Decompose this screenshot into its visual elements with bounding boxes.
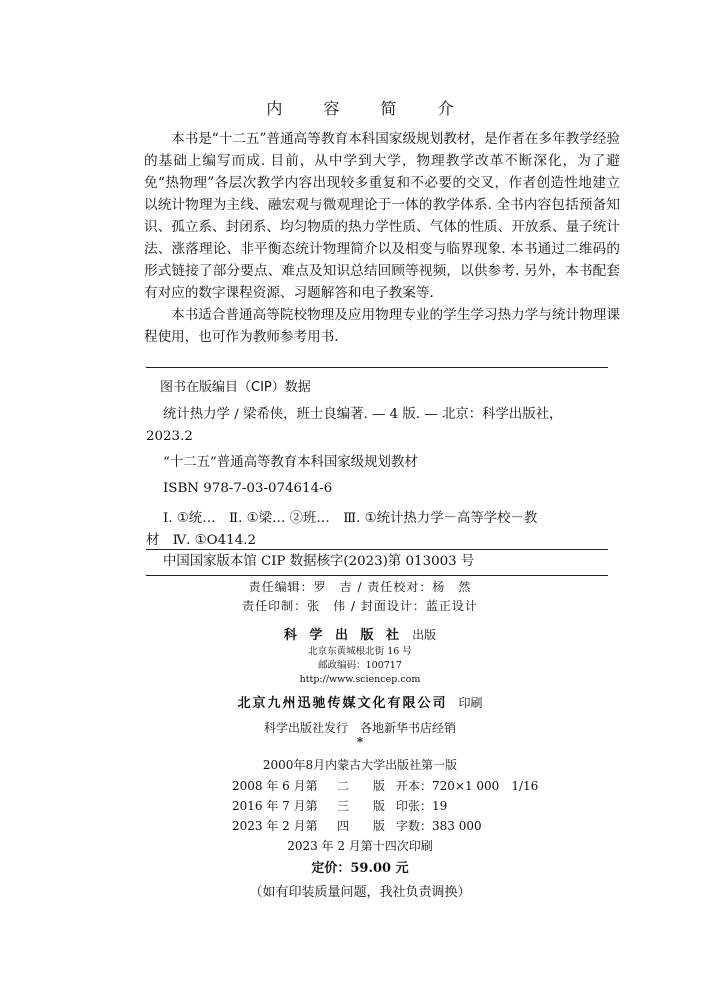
edition-number: 三 xyxy=(336,799,349,813)
cip-title: 图书在版编目（CIP）数据 xyxy=(160,380,311,395)
edition-number: 二 xyxy=(336,779,349,793)
printer-suffix: 印刷 xyxy=(458,696,483,710)
publisher-name: 科 学 出 版 社 xyxy=(283,628,403,643)
quality-notice: （如有印装质量问题，我社负责调换） xyxy=(249,885,471,900)
cip-line: 材 Ⅳ. ①O414.2 xyxy=(146,533,256,548)
credits xyxy=(0,578,720,616)
edition-info: 印张：19 xyxy=(396,799,448,813)
credits-line: 责任编辑：罗 吉 / 责任校对：杨 然 xyxy=(248,580,472,594)
cip-line: 统计热力学 / 梁希侠，班士良编著. — 4 版. — 北京：科学出版社， xyxy=(163,407,563,422)
separator-star: * xyxy=(356,735,364,749)
intro-paragraph: 本书适合普通高等院校物理及应用物理专业的学生学习热力学与统计物理课程使用，也可作为教师参考用书. xyxy=(144,307,620,345)
edition-table xyxy=(232,776,538,836)
edition-number: 四 xyxy=(336,819,349,833)
cip-line: ISBN 978-7-03-074614-6 xyxy=(163,481,333,496)
cip-line: Ⅰ. ①统… Ⅱ. ①梁… ②班… Ⅲ. ①统计热力学－高等学校－教 xyxy=(163,511,538,526)
cip-top-rule xyxy=(146,367,608,368)
publisher-address: 北京东黄城根北街 16 号 xyxy=(308,646,412,657)
publisher-info xyxy=(0,645,720,687)
distribution: 科学出版社发行 各地新华书店经销 xyxy=(263,721,456,735)
printer-line xyxy=(0,692,720,711)
edition-row xyxy=(232,796,538,816)
edition-row xyxy=(232,816,538,836)
publisher-suffix: 出版 xyxy=(412,628,437,642)
page-title: 内 容 简 介 xyxy=(266,99,472,118)
publisher-postcode: 邮政编码：100717 xyxy=(318,660,402,671)
edition-unit: 版 xyxy=(372,819,385,833)
edition-date: 2023 年 2 月第 xyxy=(232,819,318,833)
edition-info: 开本：720×1 000 1/16 xyxy=(396,779,539,793)
edition-date: 2008 年 6 月第 xyxy=(232,779,318,793)
price: 定价：59.00 元 xyxy=(311,861,409,876)
introduction xyxy=(144,128,620,348)
cip-line: 2023.2 xyxy=(146,429,193,444)
credits-line: 责任印制：张 伟 / 封面设计：蓝正设计 xyxy=(242,599,478,613)
cip-line: “十二五”普通高等教育本科国家级规划教材 xyxy=(163,455,418,470)
cip-block xyxy=(146,404,608,552)
printing-info: 2023 年 2 月第十四次印刷 xyxy=(287,839,433,853)
cip-number: 中国国家版本馆 CIP 数据核字(2023)第 013003 号 xyxy=(163,554,475,569)
first-edition: 2000年8月内蒙古大学出版社第一版 xyxy=(262,758,458,772)
edition-unit: 版 xyxy=(372,799,385,813)
edition-unit: 版 xyxy=(372,779,385,793)
printer-name: 北京九州迅驰传媒文化有限公司 xyxy=(237,696,448,711)
publisher-website: http://www.sciencep.com xyxy=(299,674,421,685)
edition-row xyxy=(232,776,538,796)
publisher-line xyxy=(0,624,720,643)
intro-paragraph: 本书是“十二五”普通高等教育本科国家级规划教材，是作者在多年教学经验的基础上编写而成. 目前，从中学到大学，物理教学改革不断深化，为了避免“热物理”各层次教学内容出现较多重复和不必要的交叉，作者创造性地建立以统计物理为主线、融宏观与微观理论于一体的教学体系. 全书内容包括预备知识、孤立系、封闭系、均匀物质的热力学性质、气体的性质、开放系、量子统计法、涨落理论、非平衡态统计物理简介以及相变与临界现象. 本书通过二维码的形式链接了部分要点、难点及知识总结回顾等视频，以供参考. 另外，本书配套有对应的数字课程资源、习题解答和电子教案等. xyxy=(144,131,620,301)
cip-divider xyxy=(146,549,608,550)
edition-info: 字数：383 000 xyxy=(396,819,482,833)
edition-date: 2016 年 7 月第 xyxy=(232,799,318,813)
cip-bottom-rule xyxy=(146,575,608,576)
